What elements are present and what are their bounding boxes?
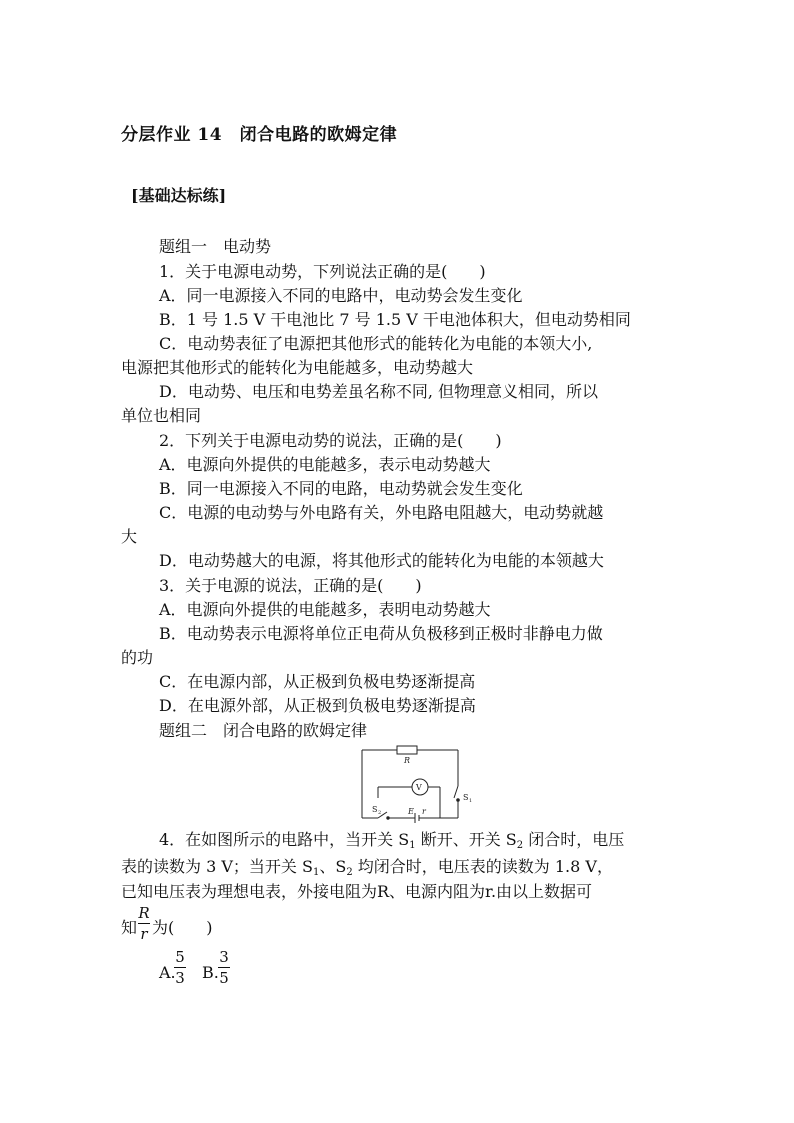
q4-line2 [121, 856, 613, 878]
q1-option-a: A．同一电源接入不同的电路中，电动势会发生变化 [159, 286, 523, 305]
q2-option-b: B．同一电源接入不同的电路，电动势就会发生变化 [159, 479, 523, 498]
q4-line1-sub1: 1 [409, 840, 416, 851]
q3-option-b-line1: B．电动势表示电源将单位正电荷从负极移到正极时非静电力做 [159, 624, 603, 643]
q3-option-b-line2: 的功 [121, 648, 154, 667]
q1-option-c-line2: 电源把其他形式的能转化为电能越多，电动势越大 [121, 358, 474, 377]
q4-line2-sub1: 1 [312, 867, 320, 878]
q4-line2-part3: 均闭合时，电压表的读数为 1.8 V， [352, 857, 613, 876]
label-S1-sub: 1 [469, 798, 473, 804]
q4-line3: 已知电压表为理想电表，外接电阻为R、电源内阻为r.由以上数据可 [121, 882, 593, 901]
q1-option-c-line1: C．电动势表征了电源把其他形式的能转化为电能的本领大小, [159, 334, 593, 353]
label-E: E [408, 807, 414, 816]
option-a-numerator: 5 [175, 948, 185, 966]
q4-option-b-fraction [218, 948, 230, 987]
q4-line1-part1: 4．在如图所示的电路中，当开关 S [159, 830, 410, 849]
label-S1: S [463, 793, 469, 802]
q2-option-c-line2: 大 [121, 527, 138, 546]
q1-option-d-line1: D．电动势、电压和电势差虽名称不同, 但物理意义相同，所以 [159, 382, 599, 401]
option-b-denominator: 5 [219, 969, 229, 987]
resistor-R [397, 746, 417, 754]
q2-option-d: D．电动势越大的电源，将其他形式的能转化为电能的本领越大 [159, 551, 604, 570]
label-V: V [416, 783, 422, 792]
fraction-denominator: r [140, 925, 148, 943]
q1-option-d-line2: 单位也相同 [121, 406, 202, 425]
option-a-bar [174, 967, 186, 968]
q4-line1-sub2: 2 [516, 840, 524, 851]
q4-line4-prefix: 知 [121, 918, 138, 937]
label-r: r [422, 807, 426, 816]
q4-line1-part2: 断开、开关 S [415, 830, 517, 849]
q4-line2-part1: 表的读数为 3 V；当开关 S [121, 857, 313, 876]
label-S2-sub: 2 [378, 810, 382, 816]
option-b-numerator: 3 [219, 948, 229, 966]
q4-line1 [159, 829, 624, 851]
fraction-bar [138, 923, 150, 924]
q4-option-b-label: B. [202, 963, 219, 982]
switch-S1 [454, 786, 458, 798]
circuit-diagram [360, 744, 478, 824]
q4-line2-part2: 、S [319, 857, 347, 876]
q4-line4-suffix: 为( ) [152, 918, 213, 937]
q4-line2-sub2: 2 [346, 867, 353, 878]
section-heading: [基础达标练] [131, 186, 227, 205]
q4-fraction-R-over-r [138, 904, 150, 943]
q1-option-b: B．1 号 1.5 V 干电池比 7 号 1.5 V 干电池体积大，但电动势相同 [159, 310, 631, 329]
label-R: R [404, 756, 411, 765]
q3-stem: 3．关于电源的说法，正确的是( ) [159, 576, 422, 595]
fraction-numerator: R [138, 904, 150, 922]
group-heading-1: 题组一 电动势 [159, 237, 272, 256]
q4-line1-part3: 闭合时，电压 [523, 830, 625, 849]
q4-option-a-label: A. [159, 963, 176, 982]
q1-stem: 1．关于电源电动势，下列说法正确的是( ) [159, 262, 486, 281]
q3-option-c: C．在电源内部，从正极到负极电势逐渐提高 [159, 672, 476, 691]
q2-stem: 2．下列关于电源电动势的说法，正确的是( ) [159, 431, 502, 450]
option-b-bar [218, 967, 230, 968]
label-S2: S [372, 805, 378, 814]
q2-option-c-line1: C．电源的电动势与外电路有关，外电路电阻越大，电动势就越 [159, 503, 604, 522]
group-heading-2: 题组二 闭合电路的欧姆定律 [159, 721, 368, 740]
q2-option-a: A．电源向外提供的电能越多，表示电动势越大 [159, 455, 491, 474]
q3-option-a: A．电源向外提供的电能越多，表明电动势越大 [159, 600, 491, 619]
page-title: 分层作业 14 闭合电路的欧姆定律 [121, 125, 398, 145]
q3-option-d: D．在电源外部，从正极到负极电势逐渐提高 [159, 696, 476, 715]
q4-option-a-fraction [174, 948, 186, 987]
option-a-denominator: 3 [175, 969, 185, 987]
